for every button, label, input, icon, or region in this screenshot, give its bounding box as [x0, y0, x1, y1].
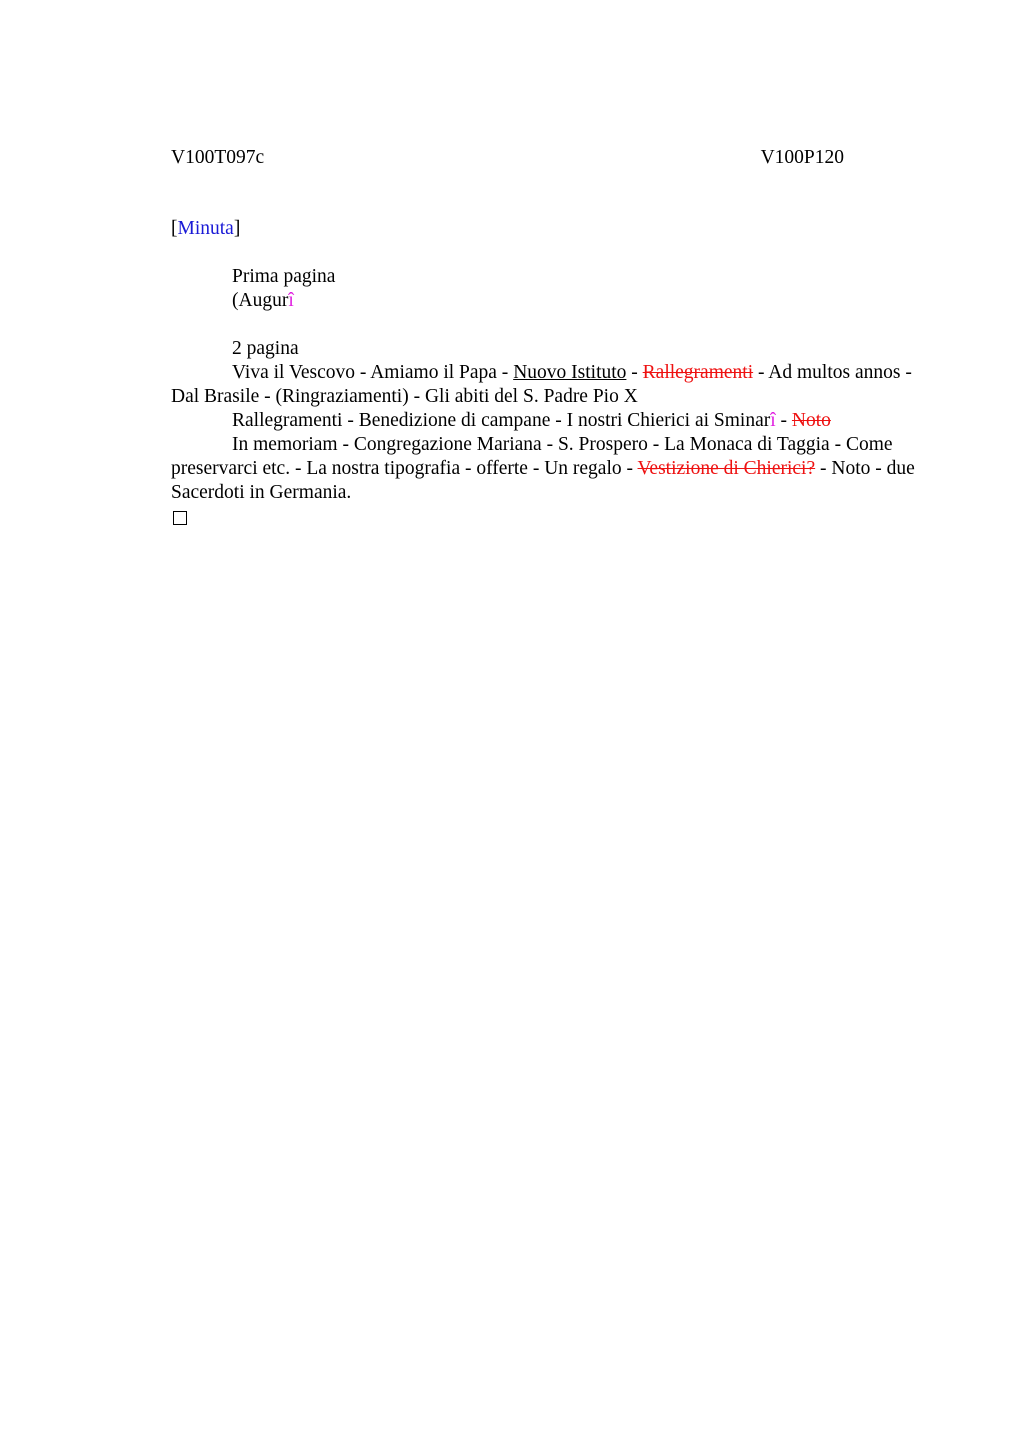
deleted-text: Noto — [791, 410, 831, 431]
document-page — [171, 146, 931, 532]
second-page-title: 2 pagina — [232, 338, 299, 359]
underlined-text: Nuovo Istituto — [513, 362, 627, 383]
first-page-title: Prima pagina — [232, 266, 336, 287]
page-header — [171, 146, 844, 170]
minuta-text: Minuta — [177, 218, 234, 239]
paragraph-2: Rallegramenti - Benedizione di campane - I nostri Chierici ai Sminarî - Noto — [232, 410, 831, 431]
document-code-left: V100T097c — [171, 147, 265, 168]
document-code-right: V100P120 — [760, 147, 844, 168]
paragraph-3: In memoriam - Congregazione Mariana - S. Prospero - La Monaca di Taggia - Come preservarci etc. - La nostra tipografia - offerte - Un regalo - Vestizione di Chierici? - Noto - due Sacerdoti in Germania. — [171, 434, 915, 503]
paragraph-1: Viva il Vescovo - Amiamo il Papa - Nuovo Istituto - Rallegramenti - Ad multos annos - Dal Brasile - (Ringraziamenti) - Gli abiti del S. Padre Pio X — [171, 362, 912, 407]
second-page-section — [171, 337, 931, 532]
uncertain-mark: î — [770, 410, 776, 431]
uncertain-mark: î — [288, 290, 294, 311]
deleted-text: Rallegramenti — [642, 362, 754, 383]
first-page-line: (Augurî — [232, 290, 294, 311]
end-box-icon — [173, 511, 187, 525]
deleted-text: Vestizione di Chierici? — [637, 458, 816, 479]
first-page-section — [171, 265, 931, 313]
minuta-label: [Minuta] — [171, 218, 241, 239]
